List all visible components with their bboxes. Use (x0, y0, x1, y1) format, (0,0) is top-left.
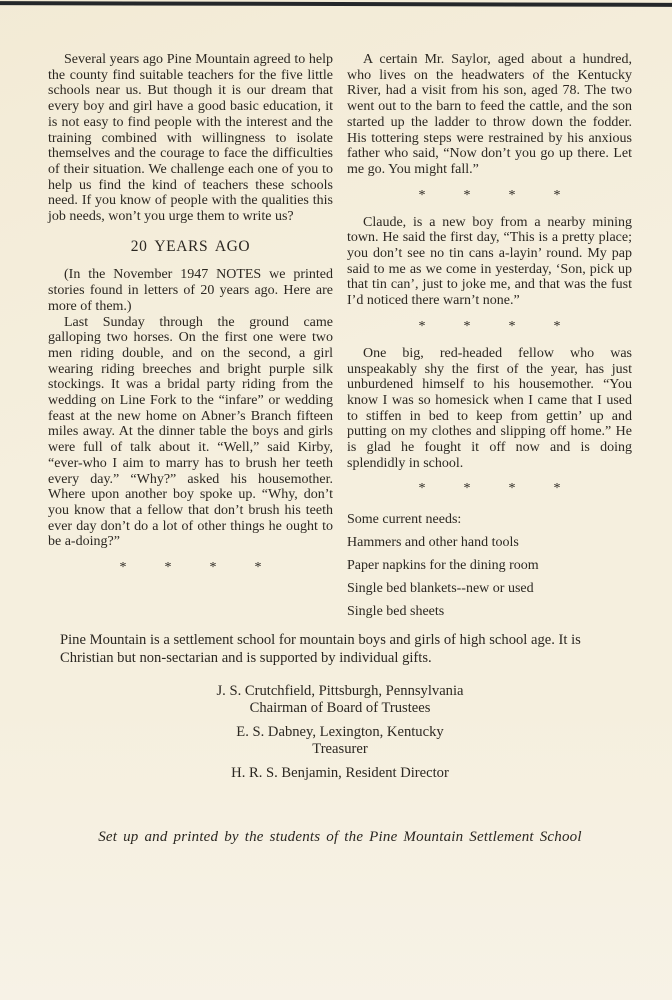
intro-paragraph: Several years ago Pine Mountain agreed to help the county find suitable teachers for the five little schools near us. But though it is our dream that every boy and girl have a good basic education, it is not easy to find people with the interest and the training combined with willingness to isolate themselves and the courage to face the difficulties of their situation. We challenge each one of you to help us find the kind of teachers these schools need. If you know of people with the qualities this job needs, won’t you urge them to write us? (48, 52, 333, 225)
redheaded-story-paragraph: One big, red-headed fellow who was unspeakably shy the first of the year, has just unburdened himself to his housemother. “You know I was so homesick when I came that I used to stiffen in bed to keep from gettin’ up and putting on my clothes and slipping off home.” He is glad he fought it off now and is doing splendidly in school. (347, 345, 632, 471)
officers-list (48, 683, 632, 783)
asterisk-glyph: * (463, 481, 471, 497)
asterisk-separator (120, 561, 262, 575)
asterisk-glyph: * (508, 481, 516, 497)
asterisk-glyph: * (418, 318, 426, 334)
asterisk-separator (419, 482, 561, 496)
asterisk-glyph: * (553, 187, 561, 203)
officer-chairman (48, 683, 632, 717)
current-needs-list (347, 508, 632, 623)
asterisk-glyph: * (418, 187, 426, 203)
asterisk-separator (419, 320, 561, 334)
officer-name-line: E. S. Dabney, Lexington, Kentucky (236, 724, 444, 741)
asterisk-glyph: * (508, 318, 516, 334)
asterisk-glyph: * (119, 560, 127, 576)
asterisk-glyph: * (463, 187, 471, 203)
page-footer (48, 632, 632, 845)
saylor-story-paragraph: A certain Mr. Saylor, aged about a hundred, who lives on the headwaters of the Kentucky River, had a visit from his son, aged 78. The two went out to the barn to feed the cattle, and the son started up the ladder to throw down the fodder. His tottering steps were restrained by his anxious father who said, “Now don’t you go up there. Let me go. You might fall.” (347, 52, 632, 177)
school-description: Pine Mountain is a settlement school for mountain boys and girls of high school age. It is Christian but non-sectarian and is supported by individual gifts. (60, 632, 581, 667)
officer-name-line: H. R. S. Benjamin, Resident Director (231, 765, 449, 782)
asterisk-glyph: * (553, 481, 561, 497)
needs-item: Single bed sheets (347, 604, 445, 620)
asterisk-glyph: * (508, 187, 516, 203)
needs-item: Hammers and other hand tools (347, 535, 519, 551)
needs-title: Some current needs: (347, 512, 462, 528)
claude-story-paragraph: Claude, is a new boy from a nearby mining town. He said the first day, “This is a pretty place; you don’t see no tin cans a-layin’ round. My pap said to me as we come in yesterday, ‘Son, pick up that tin can’, just to joke me, and that was the fust I’d noticed there warn’t none.” (347, 214, 632, 309)
officer-title-line: Treasurer (312, 741, 368, 758)
needs-item: Paper napkins for the dining room (347, 558, 539, 574)
section-heading-20-years-ago: 20 YEARS AGO (130, 237, 251, 255)
two-column-layout (48, 52, 632, 623)
left-column (48, 52, 333, 623)
editor-note-paragraph: (In the November 1947 NOTES we printed stories found in letters of 20 years ago. Here are more of them.) (48, 267, 333, 314)
asterisk-glyph: * (463, 318, 471, 334)
officer-resident-director (48, 765, 632, 782)
asterisk-glyph: * (254, 560, 262, 576)
asterisk-glyph: * (418, 481, 426, 497)
right-column (347, 52, 632, 623)
officer-title-line: Chairman of Board of Trustees (249, 699, 431, 716)
asterisk-separator (419, 189, 561, 203)
bridal-story-paragraph: Last Sunday through the ground came galloping two horses. On the first one were two men riding double, and on the second, a girl wearing riding breeches and bright purple silk stockings. It was a bridal party riding from the wedding on Line Fork to the “infare” or wedding feast at the new home on Abner’s Branch fifteen miles away. At the dinner table the boys and girls were full of talk about it. “Well,” said Kirby, “ever-who I aim to marry has to brush her teeth every day.” “Why?” asked his housemother. Where upon another boy spoke up. “Why, don’t you know that a fellow that don’t brush his teeth ever day don’t do a lot of other things he ought to be a-doing?” (48, 314, 333, 550)
colophon-line: Set up and printed by the students of the Pine Mountain Settlement School (98, 828, 582, 845)
asterisk-glyph: * (209, 560, 217, 576)
needs-item: Single bed blankets--new or used (347, 581, 534, 597)
officer-treasurer (48, 724, 632, 758)
asterisk-glyph: * (164, 560, 172, 576)
officer-name-line: J. S. Crutchfield, Pittsburgh, Pennsylvania (216, 682, 464, 699)
asterisk-glyph: * (553, 318, 561, 334)
